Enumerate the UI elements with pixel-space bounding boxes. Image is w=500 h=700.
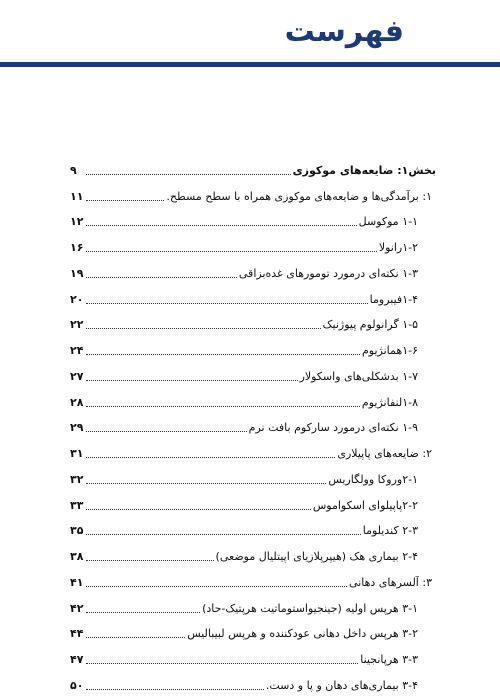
toc-page-number: ۳۲ — [70, 472, 84, 486]
toc-leader-dots — [86, 636, 185, 638]
toc-entry[interactable] — [70, 229, 436, 255]
toc-entry-label: ۳: آلسرهای دهانی — [349, 575, 432, 589]
toc-entry[interactable] — [70, 152, 436, 178]
toc-entry-label: ۱-۱ موکوسل — [358, 215, 418, 229]
toc-page-number: ۴۱ — [70, 575, 84, 589]
toc-leader-dots — [86, 405, 360, 407]
toc-page-number: ۲۰ — [70, 292, 84, 306]
toc-page-number: ۹ — [70, 163, 77, 177]
toc-entry[interactable] — [70, 513, 436, 539]
toc-page-number: ۱۹ — [70, 266, 84, 280]
toc-leader-dots — [86, 430, 247, 432]
toc-entry-label: ۲-۱وروکا وولگاریس — [328, 472, 418, 486]
toc-entry-label: ۲-۲پاپیلوای اسکواموس — [312, 498, 418, 512]
toc-entry[interactable] — [70, 281, 436, 307]
toc-leader-dots — [86, 353, 360, 355]
toc-entry-label: ۲-۴ بیماری هک (هیپرپلازیای اپیتلیال موضعی) — [215, 550, 418, 563]
toc-page-number: ۲۴ — [70, 344, 84, 357]
toc-page-number: ۴۴ — [70, 627, 84, 641]
toc-leader-dots — [86, 379, 298, 381]
toc-page-number: ۴۲ — [70, 601, 84, 615]
toc-leader-dots — [86, 662, 358, 664]
toc-page-number: ۵۰ — [70, 678, 84, 692]
toc-leader-dots — [86, 199, 164, 201]
toc-entry[interactable] — [70, 435, 436, 461]
toc-leader-dots — [86, 327, 321, 329]
toc-entry[interactable] — [70, 307, 436, 333]
toc-entry[interactable] — [70, 358, 436, 384]
toc-page-number: ۱۱ — [70, 189, 84, 203]
toc-leader-dots — [86, 224, 357, 226]
page-title: فهرست — [284, 14, 404, 49]
toc-entry[interactable] — [70, 461, 436, 487]
toc-entry[interactable] — [70, 384, 436, 410]
toc-entry-label: ۲: ضایعه‌های پاپیلاری — [337, 447, 432, 460]
toc-page-number: ۲۸ — [70, 395, 84, 409]
toc-entry[interactable] — [70, 255, 436, 281]
toc-leader-dots — [86, 508, 311, 510]
toc-entry[interactable] — [70, 204, 436, 230]
toc-page-number: ۲۷ — [70, 369, 84, 383]
toc-leader-dots — [86, 559, 214, 561]
toc-page-number: ۱۶ — [70, 241, 84, 254]
toc-entry-label: ۳-۲ هرپس داخل دهانی عودکننده و هرپس لبیبالیس — [187, 627, 418, 641]
toc-entry-label: ۱-۴فیبروما — [369, 292, 418, 306]
toc-leader-dots — [86, 688, 264, 690]
toc-entry-label: ۳-۴ بیماری‌های دهان و پا و دست. — [265, 678, 418, 692]
toc-leader-dots — [86, 456, 335, 458]
toc-entry[interactable] — [70, 178, 436, 204]
toc-page-number: ۲۲ — [70, 318, 84, 332]
toc-leader-dots — [86, 250, 377, 252]
toc-entry-label: بخش۱: ضایعه‌های موکوزی — [292, 163, 436, 177]
toc-entry-label: ۱-۹ نکته‌ای درمورد سارکوم بافت نرم — [248, 421, 418, 435]
toc-leader-dots — [86, 611, 200, 613]
toc-entry-label: ۳-۳ هرپانجینا — [360, 653, 418, 666]
toc-entry-label: ۳-۱ هرپس اولیه (جینجیواستوماتیت هرپتیک-حاد) — [202, 601, 418, 615]
toc-entry-label: ۱-۵ گرانولوم پیوژنیک — [322, 318, 418, 332]
toc-leader-dots — [86, 276, 237, 278]
toc-page-number: ۳۱ — [70, 447, 84, 460]
toc-entry[interactable] — [70, 590, 436, 616]
toc-page-number: ۳۳ — [70, 498, 84, 512]
toc-entry[interactable] — [70, 616, 436, 642]
toc-entry-label: ۱-۲رانولا — [378, 241, 418, 254]
toc-entry[interactable] — [70, 641, 436, 667]
toc-entry-label: ۱-۷ بدشکلی‌های واسکولار — [299, 369, 418, 383]
toc-entry[interactable] — [70, 667, 436, 693]
toc-entry[interactable] — [70, 487, 436, 513]
toc-entry-label: ۱-۶همانژیوم — [362, 344, 418, 357]
header-rule — [0, 62, 500, 67]
toc-entry-label: ۱-۳ نکته‌ای درمورد تومورهای غده‌بزاقی — [238, 266, 418, 280]
toc-entry-label: ۱: برآمدگی‌ها و ضایعه‌های موکوزی همراه با سطح مسطح. — [166, 189, 432, 203]
toc-entry[interactable] — [70, 564, 436, 590]
toc-page-number: ۳۸ — [70, 550, 84, 563]
toc-leader-dots — [86, 482, 326, 484]
toc-entry[interactable] — [70, 410, 436, 436]
toc-leader-dots — [86, 533, 361, 535]
toc-leader-dots — [86, 585, 347, 587]
toc-entry[interactable] — [70, 538, 436, 564]
toc-leader-dots — [86, 173, 291, 175]
toc-page-number: ۲۹ — [70, 421, 84, 435]
toc-entry-label: ۱-۸لنفانژیوم — [361, 395, 418, 409]
toc-entry-label: ۲-۳ کندیلوما — [362, 524, 418, 538]
toc-page-number: ۴۷ — [70, 653, 84, 666]
toc-page-number: ۱۲ — [70, 215, 84, 229]
toc-page-number: ۳۵ — [70, 524, 84, 538]
toc-entry[interactable] — [70, 332, 436, 358]
table-of-contents — [70, 152, 436, 693]
toc-leader-dots — [86, 302, 368, 304]
